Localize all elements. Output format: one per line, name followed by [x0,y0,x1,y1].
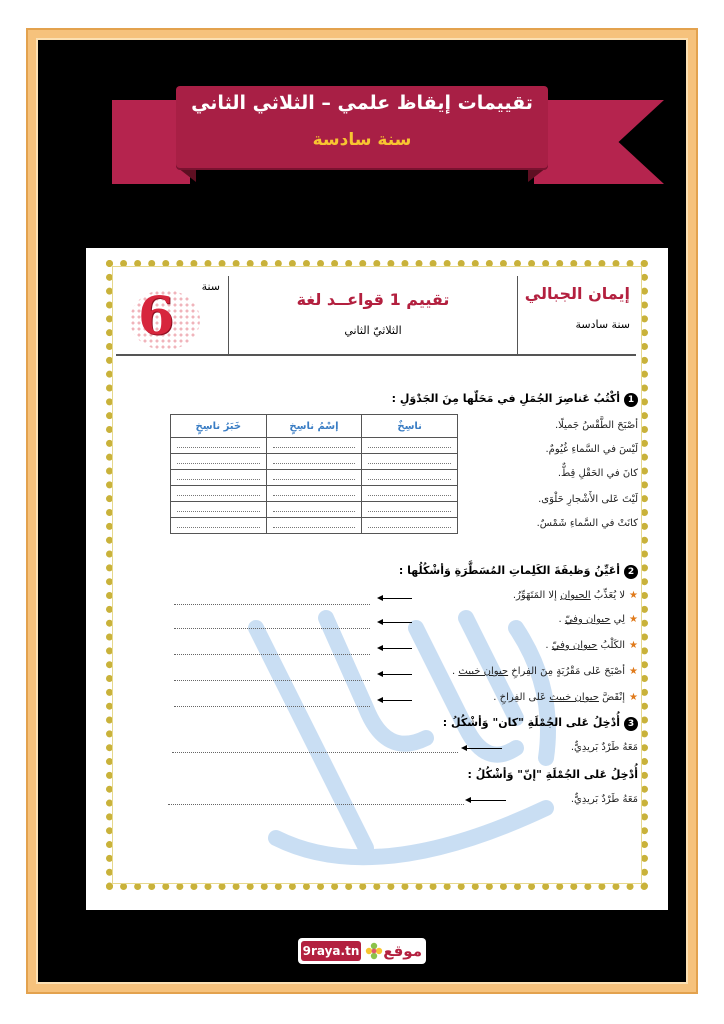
arrow-icon [470,800,506,801]
answer-cell[interactable] [171,470,267,486]
column-header: خَبَرُ ناسِخٍ [171,415,267,438]
item-text: لا يُعَذِّبُ [590,590,626,601]
underlined-word: الحيوان [560,590,591,601]
banner-title: تقييمات إيقاظ علمي – الثلاثي الثاني [191,92,533,114]
q1-sentence: أصْبَحَ الطَّقْسُ جَميلًا. [554,420,638,431]
answer-cell[interactable] [362,438,458,454]
item-text: . [558,614,565,625]
table-row [171,518,458,534]
answer-cell[interactable] [362,454,458,470]
answer-cell[interactable] [171,486,267,502]
table-row [171,470,458,486]
star-bullet-icon: ★ [629,640,638,651]
header-grade-cell [116,276,229,354]
answer-line[interactable] [174,680,370,681]
q1-answer-table [170,414,458,534]
arrow-icon [382,700,412,701]
table-header-row [171,415,458,438]
q3-sentence: مَعَهُ طَرْدٌ بَريدِيٌّ. [570,742,638,753]
answer-line[interactable] [174,628,370,629]
answer-line[interactable] [168,804,464,805]
term-label: الثلاثيّ الثاني [344,324,402,337]
q1-sentence: كانَتْ في السَّماءِ شَمْسٌ. [536,518,638,529]
grade-number: 6 [138,286,175,347]
answer-cell[interactable] [171,438,267,454]
author-name: إيمان الجبالي [524,284,630,303]
table-row [171,486,458,502]
answer-cell[interactable] [266,502,362,518]
q1-sentence: لَيْتَ عَلى الأَشْجارِ حَلْوَى. [538,494,638,505]
flower-icon [364,941,384,961]
question-2-prompt [399,564,638,579]
logo-site-name: 9raya.tn [301,941,361,961]
table-row [171,454,458,470]
question-3b-prompt: أُدْخِلُ عَلى الجُمْلَةِ "إنّ" وَأشْكُلُ : [467,768,638,781]
ribbon-fold-left [178,168,196,182]
underlined-word: حيوان خبيث [549,692,599,703]
answer-cell[interactable] [362,502,458,518]
arrow-icon [466,748,502,749]
banner-subtitle: سنة سادسة [312,130,412,150]
answer-line[interactable] [174,604,370,605]
worksheet-page [86,248,668,910]
answer-cell[interactable] [362,518,458,534]
answer-line[interactable] [174,654,370,655]
evaluation-title: تقييم 1 قواعــد لغة [296,290,450,309]
q3-sentence: مَعَهُ طَرْدٌ بَريدِيٌّ. [570,794,638,805]
question-2-text: أعَيِّنُ وَظيفَةَ الكَلِماتِ المُسَطَّرَةِ وَأشْكُلُها : [398,564,620,577]
item-text: عَلى الفِراخِ . [493,692,550,703]
q2-item [558,614,638,625]
answer-cell[interactable] [266,470,362,486]
star-bullet-icon: ★ [629,614,638,625]
question-3a-text: أُدْخِلُ عَلى الجُمْلَةِ "كان" وَأشْكُلُ : [442,716,620,729]
answer-cell[interactable] [171,502,267,518]
underlined-word: حيوان وفيّ [551,640,598,651]
item-text: أصْبَحَ عَلى مَقْرُبَةٍ مِنَ الفِراخِ [508,666,626,677]
item-text: إلا المَتَهَوِّرُ. [512,590,561,601]
star-bullet-icon: ★ [629,590,638,601]
underlined-word: حيوان خبيث [458,666,509,677]
question-number-badge: 1 [624,393,638,407]
question-1-text: أكْتُبُ عَناصِرَ الجُمَلِ في مَحَلّها مِنَ الجَدْوَلِ : [391,392,620,405]
class-level: سنة سادسة [575,318,630,331]
answer-cell[interactable] [171,518,267,534]
q2-item [452,666,638,677]
arrow-icon [382,622,412,623]
question-number-badge: 2 [624,565,638,579]
site-logo[interactable] [298,938,426,964]
answer-line[interactable] [172,752,458,753]
answer-cell[interactable] [362,486,458,502]
star-bullet-icon: ★ [629,692,638,703]
grade-label: سنة [201,280,220,293]
answer-cell[interactable] [266,518,362,534]
logo-word: موقع [383,942,422,960]
q2-item [513,590,638,601]
q1-sentence: كانَ في الحَقْلِ قِطٌّ. [557,468,638,479]
arrow-icon [382,598,412,599]
answer-cell[interactable] [266,454,362,470]
answer-line[interactable] [174,706,370,707]
answer-cell[interactable] [266,486,362,502]
watermark-signature-icon [216,588,576,888]
column-header: إسْمُ ناسِخٍ [266,415,362,438]
header-title-cell [228,276,518,354]
q1-sentence: لَيْسَ في السَّماءِ غُيُومٌ. [545,444,638,455]
item-text: الكَلْبُ [597,640,626,651]
q2-item [493,692,638,703]
question-number-badge: 3 [624,717,638,731]
worksheet-header [116,276,636,356]
question-1-prompt [392,392,638,407]
answer-cell[interactable] [171,454,267,470]
banner-ribbon [176,86,548,168]
item-text: إنْقَضَّ [598,692,626,703]
answer-cell[interactable] [266,438,362,454]
ribbon-fold-right [528,168,546,182]
column-header: ناسِخٌ [362,415,458,438]
header-author-cell [517,276,636,354]
star-bullet-icon: ★ [629,666,638,677]
answer-cell[interactable] [362,470,458,486]
item-text: . [452,666,459,677]
arrow-icon [382,674,412,675]
q2-item [545,640,638,651]
arrow-icon [382,648,412,649]
underlined-word: حيوان وفيّ [564,614,611,625]
table-row [171,438,458,454]
table-row [171,502,458,518]
item-text: لِي [610,614,626,625]
question-3-prompt [443,716,638,731]
item-text: . [545,640,552,651]
